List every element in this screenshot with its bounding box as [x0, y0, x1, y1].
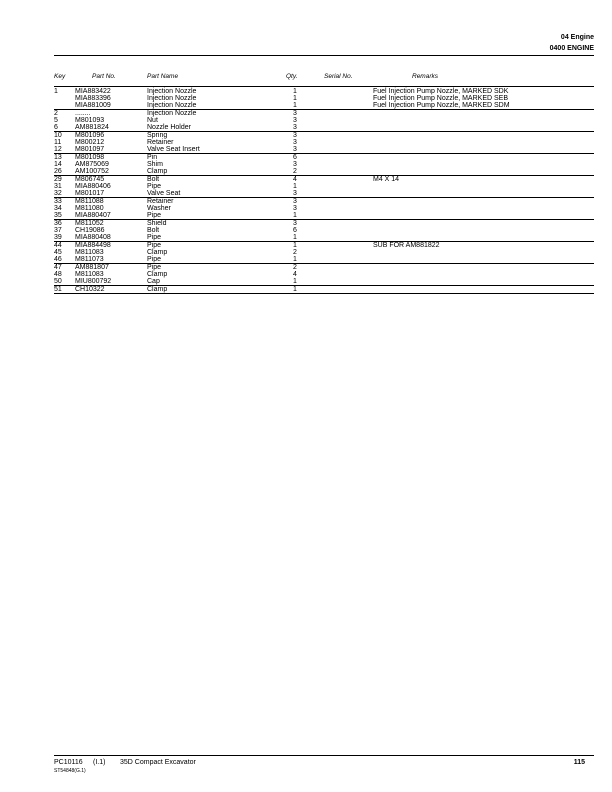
- part-name-cell: Nozzle Holder: [147, 124, 191, 131]
- key-cell: 47: [54, 264, 62, 271]
- part-number-cell: M811083: [75, 249, 104, 256]
- table-row: [54, 161, 594, 168]
- table-row: [54, 124, 594, 131]
- remarks-cell: Fuel Injection Pump Nozzle, MARKED SDM: [373, 102, 510, 109]
- parts-table: [54, 88, 594, 294]
- table-row: [54, 139, 594, 146]
- qty-cell: 2: [293, 264, 297, 271]
- key-cell: 35: [54, 212, 62, 219]
- table-row: [54, 168, 594, 175]
- qty-cell: 6: [293, 227, 297, 234]
- col-remarks-header: Remarks: [412, 73, 439, 80]
- key-cell: 45: [54, 249, 62, 256]
- key-cell: 6: [54, 124, 58, 131]
- qty-cell: 3: [293, 205, 297, 212]
- table-row: [54, 256, 594, 263]
- table-row: [54, 278, 594, 285]
- footer-doc-id: PC10116: [54, 759, 83, 766]
- group-title: 0400 ENGINE: [549, 45, 594, 52]
- footer-model: 35D Compact Excavator: [120, 759, 196, 766]
- part-name-cell: Injection Nozzle: [147, 110, 197, 117]
- row-group: [54, 220, 594, 242]
- key-cell: 10: [54, 132, 62, 139]
- part-number-cell: M801093: [75, 117, 105, 124]
- remarks-cell: SUB FOR AM881822: [373, 242, 440, 249]
- table-row: [54, 176, 594, 183]
- qty-cell: 2: [293, 168, 297, 175]
- part-name-cell: Valve Seat Insert: [147, 146, 200, 153]
- part-number-cell: AM881807: [75, 264, 109, 271]
- table-row: [54, 132, 594, 139]
- part-name-cell: Pipe: [147, 183, 162, 190]
- qty-cell: 3: [293, 220, 297, 227]
- part-name-cell: Valve Seat: [147, 190, 181, 197]
- key-cell: 46: [54, 256, 62, 263]
- qty-cell: 3: [293, 117, 297, 124]
- part-name-cell: Spring: [147, 132, 168, 139]
- part-number-cell: MIA880406: [75, 183, 111, 190]
- qty-cell: 3: [293, 161, 297, 168]
- part-number-cell: MIA880408: [75, 234, 111, 241]
- part-name-cell: Bolt: [147, 227, 160, 234]
- part-number-cell: AM875069: [75, 161, 109, 168]
- table-row: [54, 198, 594, 205]
- col-partname-header: Part Name: [147, 73, 179, 80]
- key-cell: 26: [54, 168, 62, 175]
- key-cell: 5: [54, 117, 58, 124]
- qty-cell: 6: [293, 154, 297, 161]
- key-cell: 12: [54, 146, 62, 153]
- key-cell: 36: [54, 220, 62, 227]
- key-cell: 31: [54, 183, 62, 190]
- part-name-cell: Bolt: [147, 176, 160, 183]
- key-cell: 13: [54, 154, 62, 161]
- part-number-cell: CH10322: [75, 286, 105, 293]
- row-group: [54, 242, 594, 264]
- part-name-cell: Nut: [147, 117, 158, 124]
- table-row: [54, 146, 594, 153]
- table-row: [54, 154, 594, 161]
- part-number-cell: M801097: [75, 146, 105, 153]
- part-name-cell: Cap: [147, 278, 160, 285]
- row-group: [54, 154, 594, 176]
- part-name-cell: Clamp: [147, 271, 168, 278]
- part-name-cell: Retainer: [147, 139, 174, 146]
- row-group: [54, 176, 594, 198]
- qty-cell: 1: [293, 256, 297, 263]
- qty-cell: 3: [293, 139, 297, 146]
- key-cell: 48: [54, 271, 62, 278]
- part-number-cell: MIA880407: [75, 212, 111, 219]
- footer-rule: [54, 755, 594, 756]
- col-key-header: Key: [54, 73, 66, 80]
- remarks-cell: Fuel Injection Pump Nozzle, MARKED SEB: [373, 95, 508, 102]
- key-cell: 2: [54, 110, 58, 117]
- part-name-cell: Pin: [147, 154, 158, 161]
- col-serial-header: Serial No.: [324, 73, 353, 80]
- table-row: [54, 95, 594, 102]
- column-header-rule: [54, 86, 594, 87]
- key-cell: 14: [54, 161, 62, 168]
- table-row: [54, 271, 594, 278]
- table-row: [54, 249, 594, 256]
- qty-cell: 2: [293, 249, 297, 256]
- footer-ref: ST54848(G.1): [54, 768, 86, 774]
- table-row: [54, 117, 594, 124]
- part-number-cell: M811083: [75, 271, 104, 278]
- row-group: [54, 88, 594, 110]
- table-row: [54, 212, 594, 219]
- table-row: [54, 220, 594, 227]
- key-cell: 50: [54, 278, 62, 285]
- part-number-cell: AM100752: [75, 168, 109, 175]
- part-name-cell: Washer: [147, 205, 171, 212]
- footer-revision: (I.1): [93, 759, 106, 766]
- qty-cell: 3: [293, 110, 297, 117]
- part-name-cell: Injection Nozzle: [147, 95, 197, 102]
- part-name-cell: Retainer: [147, 198, 174, 205]
- qty-cell: 3: [293, 190, 297, 197]
- table-row: [54, 88, 594, 95]
- part-number-cell: M811088: [75, 198, 104, 205]
- key-cell: 33: [54, 198, 62, 205]
- part-number-cell: MIA884498: [75, 242, 111, 249]
- part-name-cell: Clamp: [147, 249, 168, 256]
- key-cell: 32: [54, 190, 62, 197]
- table-row: [54, 242, 594, 249]
- table-row: [54, 227, 594, 234]
- table-row: [54, 234, 594, 241]
- qty-cell: 1: [293, 212, 297, 219]
- qty-cell: 3: [293, 132, 297, 139]
- table-row: [54, 264, 594, 271]
- part-number-cell: MIA883422: [75, 88, 111, 95]
- key-cell: 44: [54, 242, 62, 249]
- qty-cell: 1: [293, 183, 297, 190]
- row-group: [54, 132, 594, 154]
- part-name-cell: Shim: [147, 161, 163, 168]
- key-cell: 34: [54, 205, 62, 212]
- part-name-cell: Pipe: [147, 242, 162, 249]
- part-number-cell: M806745: [75, 176, 105, 183]
- row-group: [54, 110, 594, 132]
- row-group: [54, 198, 594, 220]
- remarks-cell: Fuel Injection Pump Nozzle, MARKED SDK: [373, 88, 509, 95]
- key-cell: 51: [54, 286, 62, 293]
- qty-cell: 1: [293, 242, 297, 249]
- row-group: [54, 264, 594, 286]
- key-cell: 37: [54, 227, 62, 234]
- part-name-cell: Injection Nozzle: [147, 88, 197, 95]
- part-name-cell: Pipe: [147, 234, 162, 241]
- part-number-cell: M811080: [75, 205, 104, 212]
- part-name-cell: Pipe: [147, 264, 162, 271]
- table-row: [54, 183, 594, 190]
- key-cell: 1: [54, 88, 58, 95]
- qty-cell: 1: [293, 102, 297, 109]
- table-row: [54, 110, 594, 117]
- qty-cell: 1: [293, 234, 297, 241]
- table-row: [54, 102, 594, 109]
- qty-cell: 1: [293, 278, 297, 285]
- part-number-cell: MIA883396: [75, 95, 111, 102]
- part-name-cell: Pipe: [147, 212, 162, 219]
- part-number-cell: CH19086: [75, 227, 105, 234]
- part-number-cell: M800212: [75, 139, 105, 146]
- qty-cell: 3: [293, 198, 297, 205]
- key-cell: 39: [54, 234, 62, 241]
- part-number-cell: M801017: [75, 190, 105, 197]
- table-row: [54, 286, 594, 293]
- header-rule: [54, 55, 594, 56]
- part-number-cell: MIU800792: [75, 278, 112, 285]
- part-number-cell: AM881824: [75, 124, 109, 131]
- part-number-cell: MIA881009: [75, 102, 111, 109]
- col-qty-header: Qty.: [286, 73, 298, 80]
- part-number-cell: ........: [75, 110, 91, 117]
- table-row: [54, 205, 594, 212]
- qty-cell: 1: [293, 95, 297, 102]
- qty-cell: 1: [293, 88, 297, 95]
- part-name-cell: Pipe: [147, 256, 162, 263]
- part-name-cell: Injection Nozzle: [147, 102, 197, 109]
- part-number-cell: M801096: [75, 132, 105, 139]
- col-partno-header: Part No.: [92, 73, 116, 80]
- part-number-cell: M811052: [75, 220, 104, 227]
- qty-cell: 4: [293, 176, 297, 183]
- qty-cell: 3: [293, 146, 297, 153]
- qty-cell: 1: [293, 286, 297, 293]
- part-name-cell: Shield: [147, 220, 167, 227]
- key-cell: 29: [54, 176, 62, 183]
- qty-cell: 3: [293, 124, 297, 131]
- part-name-cell: Clamp: [147, 168, 168, 175]
- qty-cell: 4: [293, 271, 297, 278]
- key-cell: 11: [54, 139, 62, 146]
- table-row: [54, 190, 594, 197]
- row-group: [54, 286, 594, 294]
- part-number-cell: M811073: [75, 256, 104, 263]
- section-title: 04 Engine: [560, 34, 594, 41]
- part-number-cell: M801098: [75, 154, 105, 161]
- page-number: 115: [573, 759, 585, 766]
- remarks-cell: M4 X 14: [373, 176, 400, 183]
- part-name-cell: Clamp: [147, 286, 168, 293]
